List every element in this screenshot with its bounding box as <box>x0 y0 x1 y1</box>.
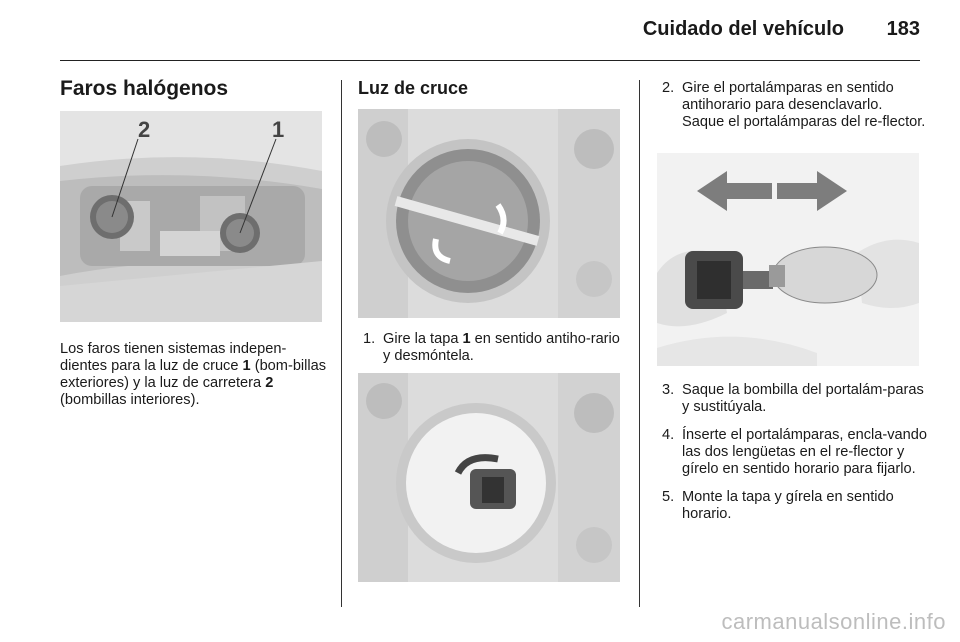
bulb-holder-figure <box>358 373 620 582</box>
headlight-overview-figure <box>60 111 322 322</box>
paragraph-text: (bom-billas exteriores) y la luz de carretera <box>60 358 327 391</box>
step-2 <box>657 80 927 131</box>
step-number: 2. <box>662 80 675 96</box>
step-number: 3. <box>662 382 675 398</box>
steps-list-col2 <box>358 331 628 365</box>
step-text: Monte la tapa y gírela en sentido horario. <box>682 489 894 522</box>
step-text: Gire la tapa <box>383 331 463 347</box>
running-header-title: Cuidado del vehículo <box>642 18 844 40</box>
header-rule <box>60 60 920 61</box>
step-text: en sentido antiho-rario y desmóntela. <box>383 331 620 364</box>
step-5 <box>657 489 927 523</box>
watermark-text: carmanualsonline.info <box>721 609 946 634</box>
page-number: 183 <box>886 18 920 40</box>
paragraph-text: Los faros tienen sistemas indepen-dientes para la luz de cruce <box>60 341 287 374</box>
step-3 <box>657 382 927 416</box>
section-heading-low-beam: Luz de cruce <box>358 78 469 98</box>
step-4 <box>657 427 927 478</box>
figure-label-1: 1 <box>272 117 285 142</box>
steps-list-col3-top <box>657 80 927 131</box>
paragraph-bold-ref: 1 <box>242 358 251 374</box>
cover-removal-figure <box>358 109 620 318</box>
step-number: 1. <box>363 331 376 347</box>
column-divider-left <box>341 80 342 607</box>
steps-list-col3-bottom <box>657 382 927 523</box>
step-1 <box>358 331 628 365</box>
step-number: 5. <box>662 489 675 505</box>
step-number: 4. <box>662 427 675 443</box>
column-divider-right <box>639 80 640 607</box>
figure-label-2: 2 <box>138 117 151 142</box>
bulb-replacement-figure <box>657 153 919 366</box>
step-text: Ínserte el portalámparas, encla-vando las dos lengüetas en el re-flector y gírelo en sentido horario para fijarlo. <box>682 427 927 477</box>
halogen-description-paragraph <box>60 341 328 409</box>
step-bold-ref: 1 <box>462 331 471 347</box>
step-text: Gire el portalámparas en sentido antihorario para desenclavarlo. Saque el portalámparas del re-flector. <box>682 80 926 130</box>
section-heading-halogen-headlights: Faros halógenos <box>60 77 229 100</box>
step-text: Saque la bombilla del portalám-paras y sustitúyala. <box>682 382 924 415</box>
paragraph-bold-ref: 2 <box>265 375 274 391</box>
paragraph-text: (bombillas interiores). <box>60 392 200 408</box>
